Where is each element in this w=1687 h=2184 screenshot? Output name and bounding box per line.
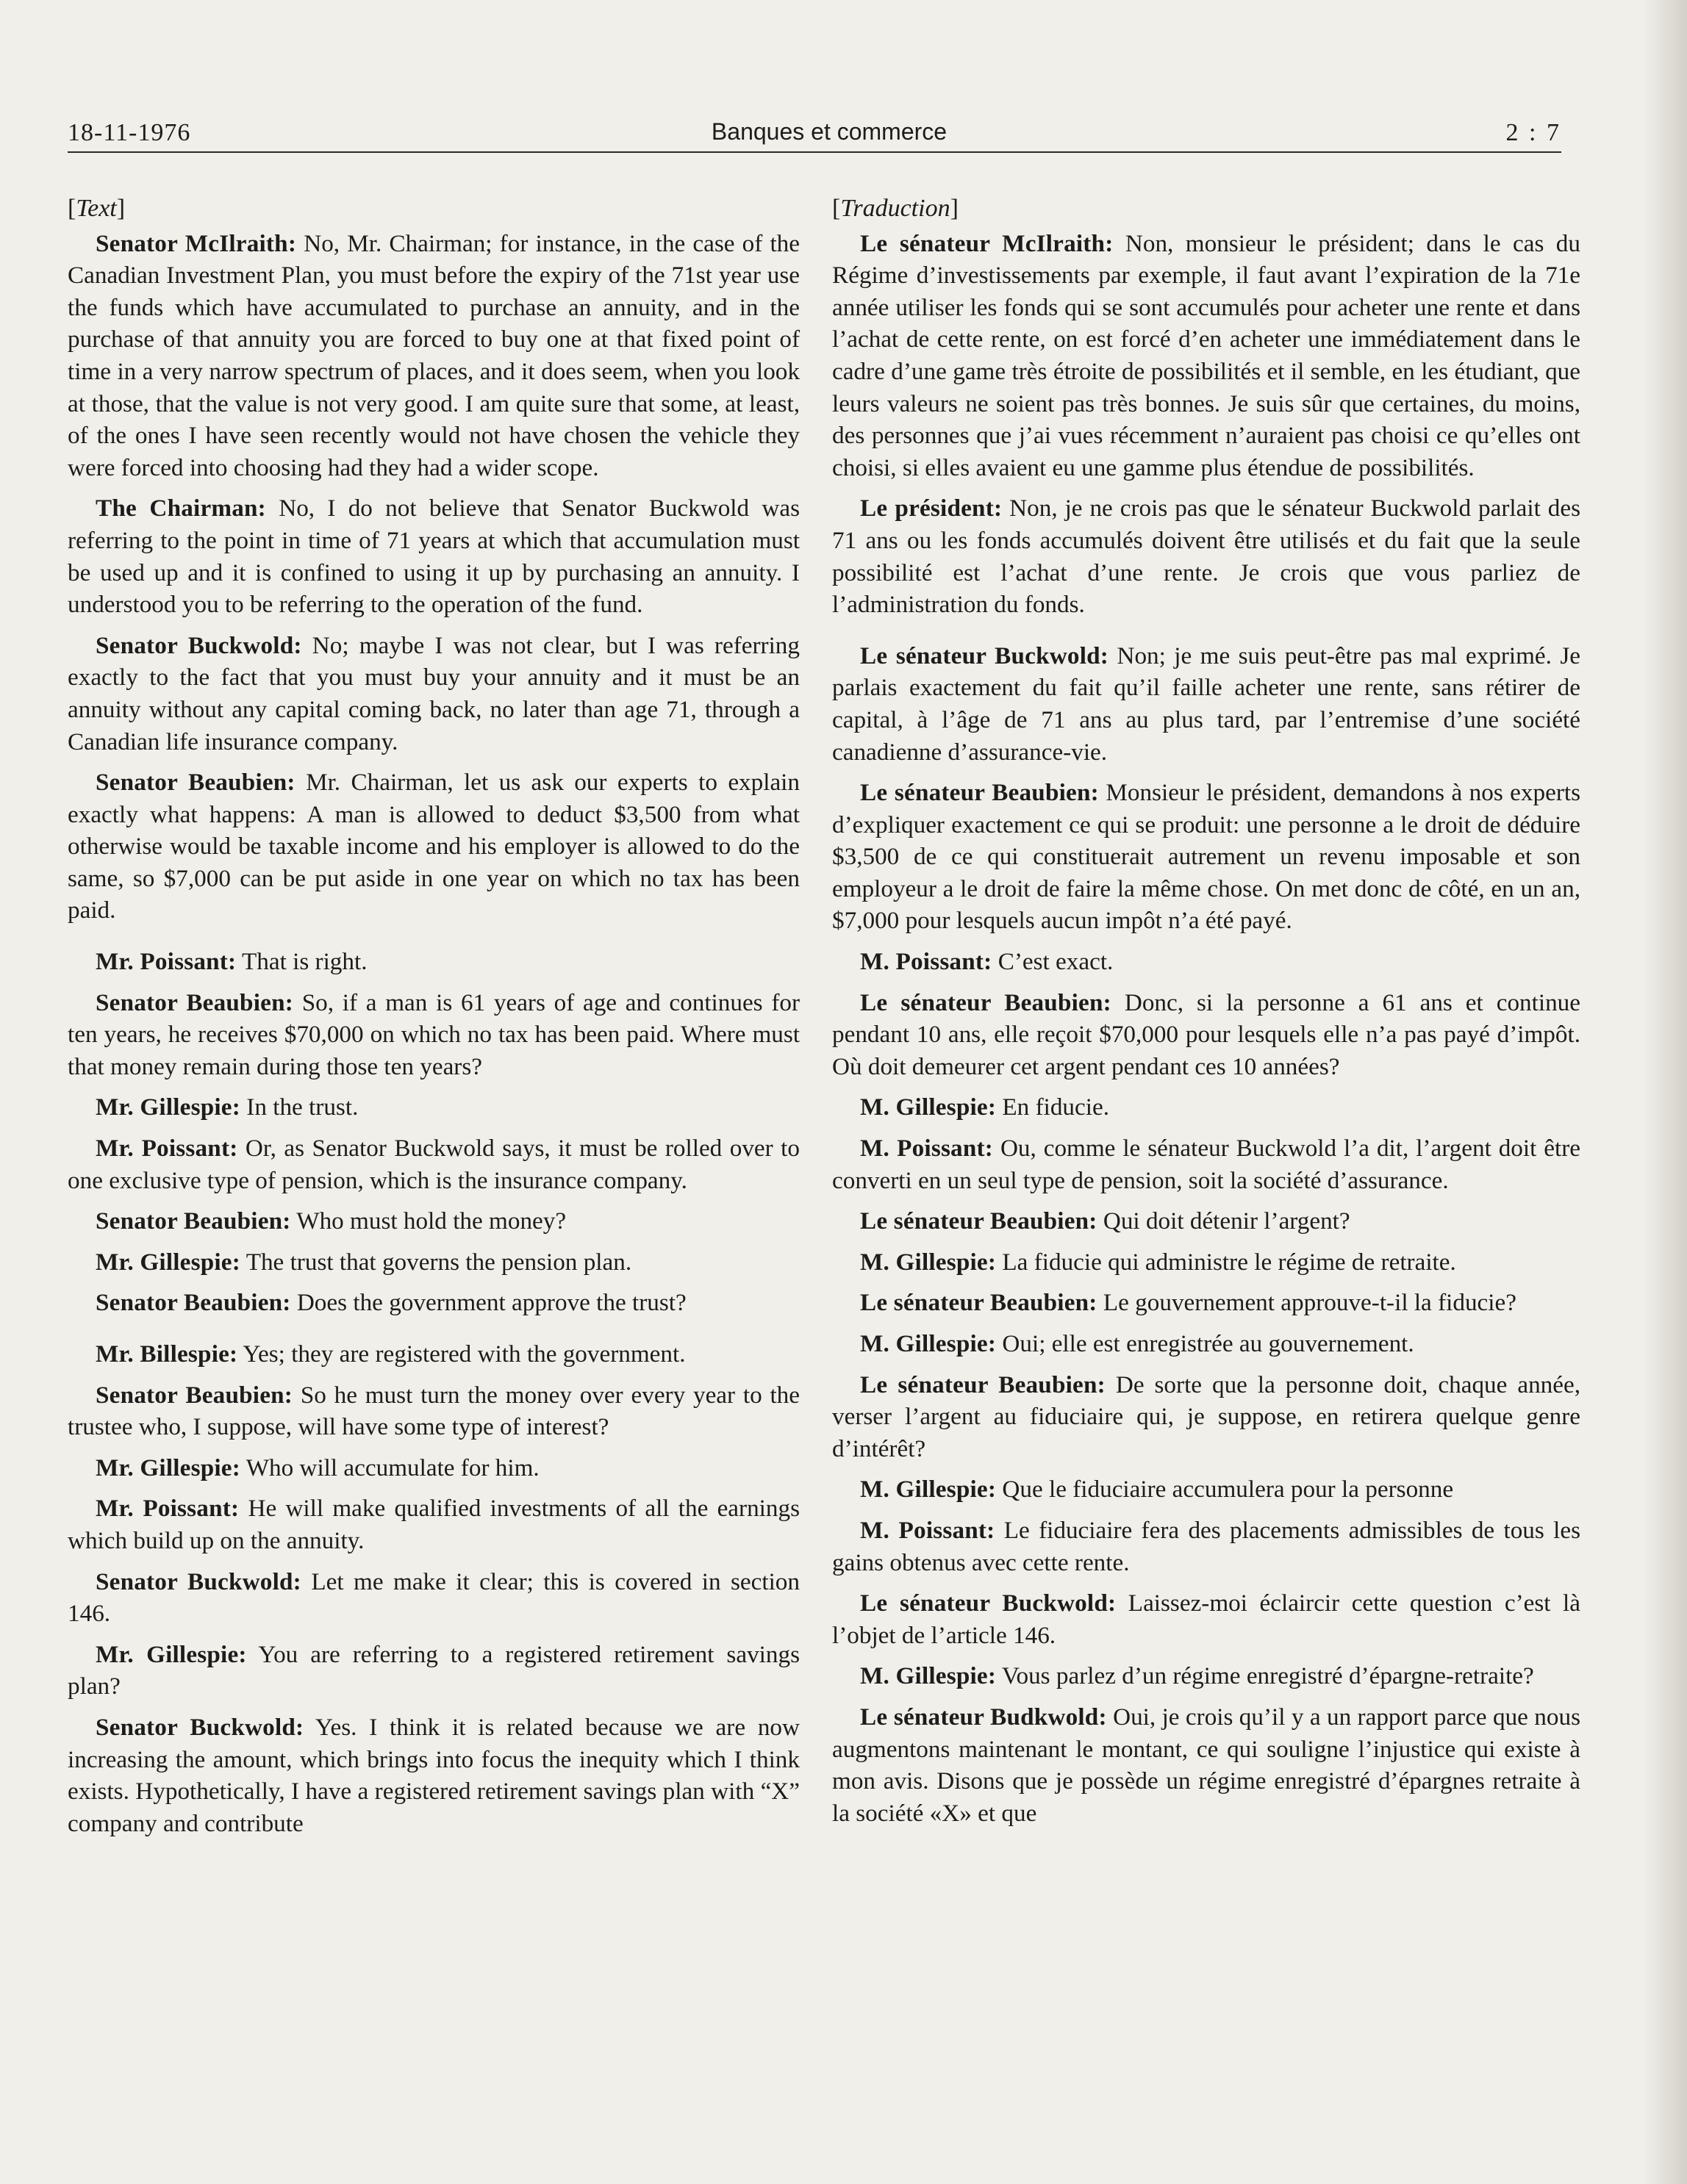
transcript-entry <box>68 1287 800 1319</box>
transcript-entry <box>832 777 1580 937</box>
speech-text: So, if a man is 61 years of age and continues for ten years, he receives $70,000 on which no tax has been paid. Where must that money remain during those ten years? <box>68 988 800 1080</box>
header-title: Banques et commerce <box>711 118 948 145</box>
speaker-name: Senator McIlraith: <box>96 229 297 257</box>
speaker-name: Le sénateur Beaubien: <box>860 1207 1097 1235</box>
speaker-name: Mr. Gillespie: <box>96 1640 247 1668</box>
speech-text: Ou, comme le sénateur Buckwold l’a dit, l’argent doit être converti en un seul type de pension, soit la société d’assurance. <box>832 1135 1580 1194</box>
speech-text: C’est exact. <box>997 948 1114 976</box>
speaker-name: Mr. Gillespie: <box>96 1093 240 1121</box>
transcript-entry <box>832 1091 1580 1124</box>
transcript-entry <box>832 1369 1580 1465</box>
speech-text: Mr. Chairman, let us ask our experts to explain exactly what happens: A man is allowed to deduct $3,500 from what otherwise would be taxable income and his employer is allowed to do the same, so $7,000 can be put aside in one year on which no tax has been paid. <box>68 769 800 924</box>
speaker-name: Le sénateur Buckwold: <box>860 1589 1117 1617</box>
speech-text: De sorte que la personne doit, chaque année, verser l’argent au fiduciaire qui, je suppose, en retirera quelque genre d’intérêt? <box>832 1371 1581 1462</box>
transcript-entry <box>832 1205 1580 1238</box>
speaker-name: Mr. Gillespie: <box>96 1248 240 1276</box>
speech-text: Vous parlez d’un régime enregistré d’épargne-retraite? <box>1001 1662 1534 1690</box>
transcript-entry <box>68 1132 800 1196</box>
transcript-entry <box>832 228 1580 484</box>
speech-text: Le fiduciaire fera des placements admissibles de tous les gains obtenus avec cette rente. <box>832 1516 1580 1576</box>
left-column-english <box>68 193 800 1848</box>
header-date: 18-11-1976 <box>68 119 191 146</box>
speaker-name: M. Poissant: <box>860 1516 995 1544</box>
speaker-name: Senator Beaubien: <box>96 769 296 797</box>
speech-text: No; maybe I was not clear, but I was referring exactly to the fact that you must buy your annuity and it must be an annuity without any capital coming back, no later than age 71, through a Canadian life insurance company. <box>68 631 800 755</box>
speaker-name: Senator Beaubien: <box>96 1289 291 1317</box>
transcript-entry <box>68 1639 800 1703</box>
speaker-name: Le sénateur Beaubien: <box>860 988 1111 1016</box>
transcript-entry <box>832 640 1580 768</box>
transcript-entry <box>832 1132 1580 1196</box>
header-page-number: 2 : 7 <box>1505 119 1561 146</box>
speaker-name: The Chairman: <box>96 495 266 522</box>
speech-text: So he must turn the money over every year to the trustee who, I suppose, will have some type of interest? <box>68 1381 800 1441</box>
speaker-name: M. Gillespie: <box>860 1093 997 1121</box>
speaker-name: M. Gillespie: <box>860 1248 997 1276</box>
transcript-entry <box>68 1492 800 1556</box>
left-transcript <box>68 228 800 1840</box>
transcript-entry <box>832 1660 1580 1692</box>
speaker-name: Le sénateur Buckwold: <box>860 642 1109 669</box>
right-transcript <box>832 228 1580 1830</box>
speech-text: Let me make it clear; this is covered in section 146. <box>68 1567 800 1628</box>
transcript-entry <box>832 1701 1580 1829</box>
speaker-name: Le sénateur Budkwold: <box>860 1703 1107 1731</box>
speaker-name: M. Poissant: <box>860 948 992 976</box>
speaker-name: Le sénateur McIlraith: <box>860 229 1114 257</box>
speech-text: That is right. <box>241 948 368 976</box>
page-header <box>68 110 1561 153</box>
speaker-name: Le président: <box>860 495 1003 522</box>
transcript-entry <box>68 1711 800 1839</box>
transcript-entry <box>68 1338 800 1371</box>
speaker-name: Senator Beaubien: <box>96 1381 293 1409</box>
speaker-name: M. Gillespie: <box>860 1662 997 1690</box>
transcript-entry <box>832 1473 1580 1506</box>
page-edge-shadow <box>1643 0 1687 2184</box>
speech-text: The trust that governs the pension plan. <box>246 1248 632 1276</box>
speech-text: Laissez-moi éclaircir cette question c’est là l’objet de l’article 146. <box>832 1589 1581 1649</box>
speech-text: Oui; elle est enregistrée au gouvernement. <box>1002 1330 1414 1357</box>
speaker-name: Senator Beaubien: <box>96 988 293 1016</box>
speech-text: Or, as Senator Buckwold says, it must be rolled over to one exclusive type of pension, which is the insurance company. <box>68 1135 800 1194</box>
speaker-name: Senator Buckwold: <box>96 1713 304 1741</box>
transcript-entry <box>832 492 1580 620</box>
transcript-entry <box>832 1587 1580 1651</box>
speech-text: Oui, je crois qu’il y a un rapport parce que nous augmentons maintenant le montant, ce qui souligne l’injustice qui existe à mon avis. Disons que je possède un régime enregistré d’épargnes retraite à la société «X» et que <box>832 1703 1580 1827</box>
left-column-heading: [Text] <box>68 195 126 222</box>
speaker-name: Senator Buckwold: <box>96 1567 301 1595</box>
speech-text: Non, je ne crois pas que le sénateur Buckwold parlait des 71 ans ou les fonds accumulés doivent être utilisés et du fait que la seule possibilité est l’achat d’une rente. Je crois que vous parliez de l’administration du fonds. <box>832 495 1580 619</box>
speaker-name: Le sénateur Beaubien: <box>860 1371 1106 1398</box>
speaker-name: Mr. Poissant: <box>96 1495 240 1523</box>
speaker-name: M. Poissant: <box>860 1135 994 1163</box>
speech-text: Does the government approve the trust? <box>296 1289 687 1317</box>
speech-text: No, Mr. Chairman; for instance, in the case of the Canadian Investment Plan, you must before the expiry of the 71st year use the funds which have accumulated to purchase an annuity, and in the purchase of that annuity you are forced to buy one at that fixed point of time in a very narrow spectrum of places, and it does seem, when you look at those, that the value is not very good. I am quite sure that some, at least, of the ones I have seen recently would not have chosen the vehicle they were forced into choosing had they had a wider scope. <box>68 229 800 481</box>
transcript-entry <box>832 1287 1580 1319</box>
transcript-entry <box>68 1566 800 1630</box>
speech-text: Non; je me suis peut-être pas mal exprimé. Je parlais exactement du fait qu’il faille acheter une rente, sans rétirer de capital, à l’âge de 71 ans au plus tard, par l’entremise d’une société canadienne d’assurance-vie. <box>832 642 1581 766</box>
speech-text: Yes. I think it is related because we are now increasing the amount, which brings into focus the inequity which I think exists. Hypothetically, I have a registered retirement savings plan with “X” company and contribute <box>68 1713 800 1837</box>
speech-text: Le gouvernement approuve-t-il la fiducie? <box>1103 1289 1516 1317</box>
transcript-entry <box>832 1328 1580 1360</box>
speaker-name: Mr. Billespie: <box>96 1340 238 1368</box>
speech-text: Donc, si la personne a 61 ans et continue pendant 10 ans, elle reçoit $70,000 pour lesquels elle n’a pas payé d’impôt. Où doit demeurer cet argent pendant ces 10 années? <box>832 988 1580 1080</box>
speech-text: En fiducie. <box>1002 1093 1110 1121</box>
transcript-entry <box>68 766 800 927</box>
transcript-entry <box>68 987 800 1083</box>
transcript-entry <box>68 1246 800 1279</box>
speech-text: He will make qualified investments of all the earnings which build up on the annuity. <box>68 1495 800 1554</box>
speech-text: Yes; they are registered with the government. <box>243 1340 686 1368</box>
speaker-name: Senator Beaubien: <box>96 1207 291 1235</box>
transcript-entry <box>68 1379 800 1443</box>
speech-text: No, I do not believe that Senator Buckwold was referring to the point in time of 71 years at which that accumulation must be used up and it is confined to using it up by purchasing an annuity. I understood you to be referring to the operation of the fund. <box>68 495 800 619</box>
transcript-entry <box>68 630 800 758</box>
speech-text: Who must hold the money? <box>296 1207 567 1235</box>
transcript-entry <box>68 228 800 484</box>
transcript-entry <box>68 1205 800 1238</box>
speaker-name: Le sénateur Beaubien: <box>860 779 1099 807</box>
speech-text: Who will accumulate for him. <box>246 1454 540 1481</box>
speech-text: Que le fiduciaire accumulera pour la personne <box>1002 1476 1454 1504</box>
transcript-entry <box>832 946 1580 978</box>
transcript-entry <box>832 1246 1580 1279</box>
transcript-entry <box>68 492 800 620</box>
right-column-french <box>832 193 1580 1838</box>
speech-text: Non, monsieur le président; dans le cas du Régime d’investissements par exemple, il faut avant l’expiration de la 71e année utiliser les fonds qui se sont accumulés pour acheter une rente et dans l’achat de cette rente, on est forcé d’en acheter une immédiatement dans le cadre d’une game très étroite de possibilités et il semble, en les étudiant, que leurs valeurs ne soient pas très bonnes. Je suis sûr que certaines, du moins, des personnes que j’ai vues récemment n’auraient pas choisi ce qu’elles ont choisi, si elles avaient eu une gamme plus étendue de possibilités. <box>832 229 1580 481</box>
speaker-name: Mr. Gillespie: <box>96 1454 240 1481</box>
transcript-entry <box>68 946 800 978</box>
speaker-name: M. Gillespie: <box>860 1476 997 1504</box>
transcript-entry <box>68 1452 800 1484</box>
speaker-name: Mr. Poissant: <box>96 1135 238 1163</box>
transcript-entry <box>68 1091 800 1124</box>
right-column-heading: [Traduction] <box>832 195 959 222</box>
speech-text: Qui doit détenir l’argent? <box>1103 1207 1350 1235</box>
speech-text: You are referring to a registered retirement savings plan? <box>68 1640 800 1700</box>
speech-text: In the trust. <box>246 1093 359 1121</box>
speech-text: Monsieur le président, demandons à nos experts d’expliquer exactement ce qui se produit: une personne a le droit de déduire $3,500 de ce qui constituerait autrement un revenu imposable et son employeur a le droit de faire la même chose. On met donc de côté, en un an, $7,000 pour lesquels aucun impôt n’a été payé. <box>832 779 1581 935</box>
speaker-name: Le sénateur Beaubien: <box>860 1289 1097 1317</box>
speaker-name: M. Gillespie: <box>860 1330 997 1357</box>
speech-text: La fiducie qui administre le régime de retraite. <box>1002 1248 1456 1276</box>
speaker-name: Senator Buckwold: <box>96 631 302 659</box>
transcript-entry <box>832 1515 1580 1578</box>
speaker-name: Mr. Poissant: <box>96 948 237 976</box>
transcript-entry <box>832 987 1580 1083</box>
